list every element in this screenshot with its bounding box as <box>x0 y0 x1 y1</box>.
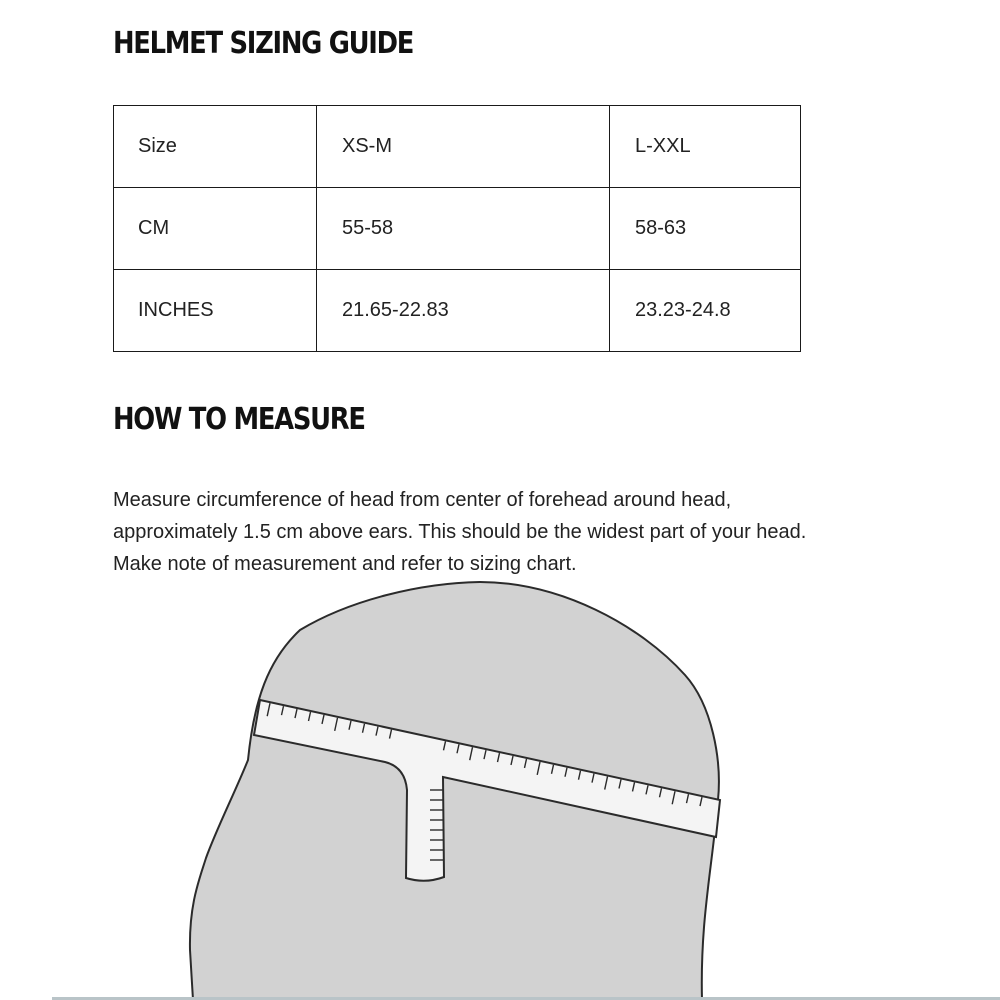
table-cell: Size <box>114 106 317 188</box>
page-title: HELMET SIZING GUIDE <box>113 26 414 61</box>
table-cell: 58-63 <box>610 188 801 270</box>
table-cell: INCHES <box>114 270 317 352</box>
table-cell: XS-M <box>317 106 610 188</box>
measure-instructions: Measure circumference of head from center of forehead around head, approximately 1.5 cm above ears. This should be the widest part of your head. Make note of measurement and refer to sizing chart. <box>113 489 807 575</box>
table-cell: 21.65-22.83 <box>317 270 610 352</box>
table-cell: 23.23-24.8 <box>610 270 801 352</box>
table-cell: 55-58 <box>317 188 610 270</box>
table-cell: CM <box>114 188 317 270</box>
table-cell: L-XXL <box>610 106 801 188</box>
section-title: HOW TO MEASURE <box>113 402 365 437</box>
